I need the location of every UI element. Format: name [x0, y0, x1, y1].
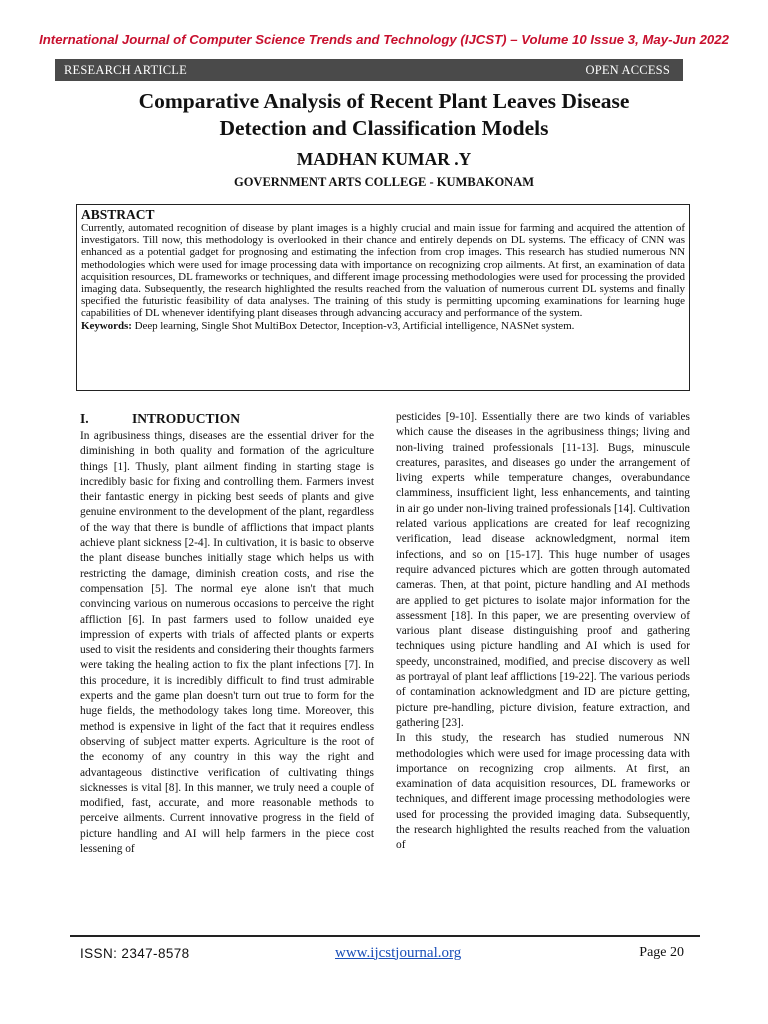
open-access-label: OPEN ACCESS — [585, 62, 670, 77]
keywords-text: Deep learning, Single Shot MultiBox Detector, Inception-v3, Artificial intelligence, NASNet system. — [131, 319, 575, 332]
author-name: MADHAN KUMAR .Y — [296, 149, 472, 169]
left-column — [80, 410, 374, 857]
page-number: Page 20 — [639, 945, 684, 960]
journal-header: International Journal of Computer Science Trends and Technology (IJCST) – Volume 10 Issue 3, May-Jun 2022 — [39, 32, 729, 47]
author-affiliation: GOVERNMENT ARTS COLLEGE - KUMBAKONAM — [233, 175, 535, 189]
keywords-label: Keywords: — [81, 319, 132, 332]
keywords — [81, 320, 685, 332]
abstract-text: Currently, automated recognition of disease by plant images is a highly crucial and main issue for farming and acquired the attention of investigators. Till now, this methodology is overlooked in their chance and entirely depends on DL systems. The efficacy of CNN was enhanced as a potential gadget for prognosing and estimating the infection from crop images. This research has studied numerous NN methodologies which were used for image processing data with importance on recognizing crop ailments. At first, an examination of data acquisition resources, DL frameworks or techniques, and different image processing methodologies were used for processing the provided imaging data. Subsequently, the research highlighted the results reached from the valuation of numerous current DL systems and finally specified the futuristic feasibility of data analyses. The training of this study is permitting upcoming examinations for learning huge capabilities of DL whenever identifying plant diseases through advancing accuracy and performance of the system. — [81, 222, 685, 320]
section-number: I. — [80, 411, 89, 426]
section-heading — [80, 410, 374, 427]
abstract-heading: ABSTRACT — [81, 207, 155, 222]
abstract-box — [76, 204, 690, 391]
article-type-label: RESEARCH ARTICLE — [64, 62, 187, 77]
title-line-1: Comparative Analysis of Recent Plant Leaves Disease — [138, 89, 630, 113]
article-banner — [55, 59, 683, 81]
title-line-2: Detection and Classification Models — [219, 116, 549, 140]
intro-paragraph-3: In this study, the research has studied numerous NN methodologies which were used for image processing data with importance on recognizing crop ailments. At first, an examination of data acquisition resources, DL frameworks or techniques, and different image processing methodologies were used for processing the provided imaging data. Subsequently, the research highlighted the results reached from the valuation of — [396, 732, 690, 852]
issn-label: ISSN: 2347-8578 — [80, 945, 190, 961]
footer-divider — [70, 935, 700, 937]
journal-website-link[interactable]: www.ijcstjournal.org — [335, 944, 462, 961]
paper-title — [40, 88, 728, 142]
intro-paragraph-1: In agribusiness things, diseases are the essential driver for the diminishing in both quality and formation of the agriculture things [1]. Thusly, plant ailment finding in starting stage is incredibly basic for fixing and controlling them. Farmers invest their fantastic energy in picking best seeds of plants and give genuine environment to the development of the plant, regardless of the way that there is bundle of afflictions that impact plants achieve plant sickness [2-4]. In cultivation, it is basic to observe the plant disease bunches initially stage which helps us with restricting the damage, diminish creation costs, and rise the compensation [5]. The normal eye alone isn't that much convincing various on numerous occasions to perceive the right affliction [6]. In past farmers used to follow unaided eye impression of experts with trials of affected plants or experts used to visit the residents and considering their thoughts farmers were taking the healing action to fix the plant infections [7]. In this procedure, it is incredibly difficult to find trust admirable experts and the game plan doesn't turn out true to form for the huge fields, the methodology takes long time. Moreover, this method is expensive in light of the fact that it requires endless observing of subject matter experts. Agriculture is the root of the economy of any country in this way the right and advantageous distinctive verification of cultivating things sicknesses is vital [8]. In this manner, we truly need a couple of modified, fast, accurate, and more reasonable methods to perceive ailments. Current innovative progress in the field of picture handling and AI will help farmers in the piece cost lessening of — [80, 430, 374, 856]
page-footer — [80, 943, 684, 963]
section-title: INTRODUCTION — [132, 411, 241, 426]
right-column — [396, 410, 690, 854]
intro-paragraph-2: pesticides [9-10]. Essentially there are two kinds of variables which cause the diseases in the agribusiness things; living and non-living trained professionals [11-13]. Bugs, minuscule creatures, parasites, and diseases go under the arrangement of living experts while temperature changes, overabundance clamminess, insufficient light, less enhancements, and tainting in air go under non-living trained professionals [14]. Cultivation related various applications are created for leaf recognizing verification, lead disease acknowledgment, normal item infections, and so on [15-17]. This huge number of usages require advanced pictures which are gotten through automated cameras. Then, at that point, picture handling and AI methods are applied to get pictures to isolate major information for the assessment [18]. In this paper, we are presenting overview of various plant disease distinguishing proof and gathering techniques using picture handling and AI which is used for speedy, unconstrained, modified, and precise discovery as well as portrayal of plant leaf afflictions [19-22]. The various periods of contamination acknowledgment and ID are picture getting, picture pre-handling, picture division, feature extraction, and gathering [23]. — [396, 411, 690, 729]
